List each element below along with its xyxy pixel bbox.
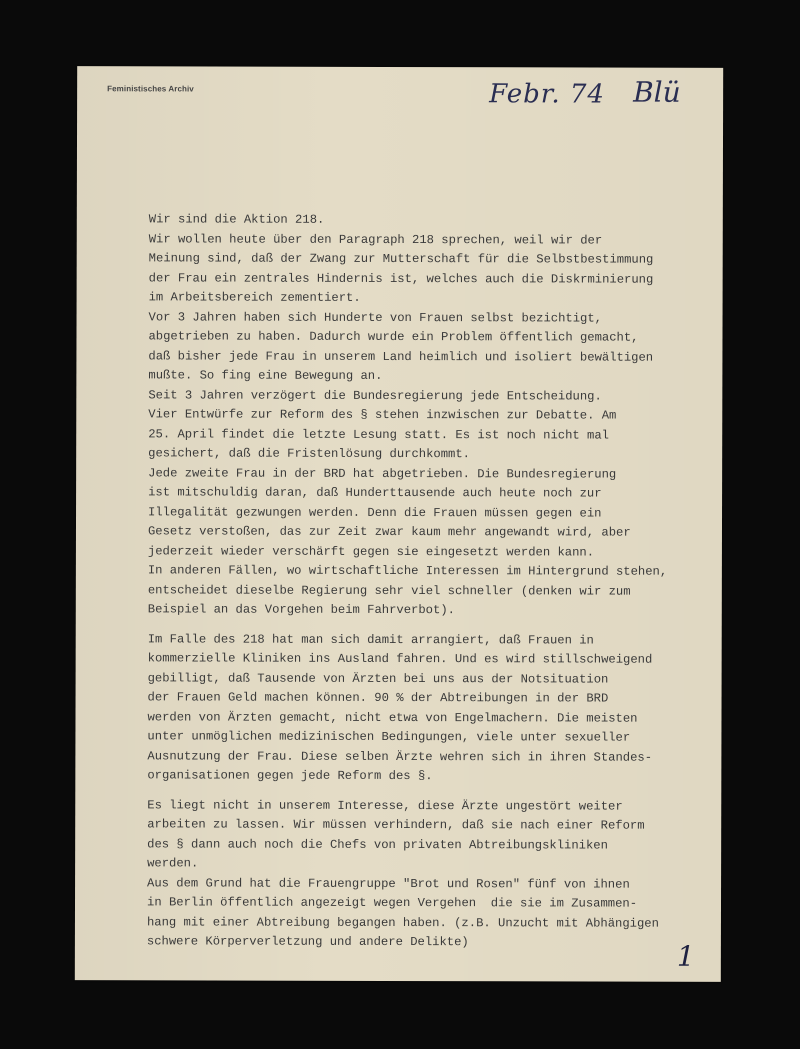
text-line: Seit 3 Jahren verzögert die Bundesregierung jede Entscheidung.	[148, 387, 602, 404]
text-line: der Frauen Geld machen können. 90 % der Abtreibungen in der BRD	[147, 690, 609, 706]
text-line: Beispiel an das Vorgehen beim Fahrverbot).	[147, 602, 455, 618]
text-line: werden.	[147, 856, 199, 871]
text-line: kommerzielle Kliniken ins Ausland fahren. Und es wird stillschweigend	[147, 651, 653, 667]
text-line: unter unmöglichen medizinischen Bedingungen, viele unter sexueller	[147, 729, 631, 745]
handwritten-date: Febr. 74	[489, 79, 606, 110]
text-line: Illegalität gezwungen werden. Denn die Frauen müssen gegen ein	[148, 504, 602, 521]
paragraph-3	[147, 796, 719, 953]
handwritten-page-number: 1	[676, 939, 695, 973]
text-line: entscheidet dieselbe Regierung sehr viel schneller (denken wir zum	[147, 582, 631, 599]
text-line: des § dann auch noch die Chefs von privaten Abtreibungskliniken	[147, 836, 608, 853]
text-line: Gesetz verstoßen, das zur Zeit zwar kaum mehr angewandt wird, aber	[147, 524, 631, 540]
text-line: Aus dem Grund hat die Frauengruppe "Brot und Rosen" fünf von ihnen	[147, 875, 630, 892]
paragraph-2	[147, 630, 719, 787]
text-line: im Arbeitsbereich zementiert.	[148, 290, 361, 305]
text-line: Wir sind die Aktion 218.	[148, 212, 325, 227]
text-line: abgetrieben zu haben. Dadurch wurde ein Problem öffentlich gemacht,	[148, 329, 639, 345]
text-line: daß bisher jede Frau in unserem Land heimlich und isoliert bewältigen	[148, 348, 654, 365]
text-line: In anderen Fällen, wo wirtschaftliche Interessen im Hintergrund stehen,	[147, 563, 668, 579]
text-line: der Frau ein zentrales Hindernis ist, welches auch die Diskrminierung	[148, 270, 654, 287]
text-line: gebilligt, daß Tausende von Ärzten bei uns aus der Notsituation	[147, 670, 609, 687]
archive-stamp: Feministisches Archiv	[107, 84, 194, 94]
document-page	[75, 66, 723, 982]
paragraph-1	[148, 210, 721, 621]
text-line: Ausnutzung der Frau. Diese selben Ärzte wehren sich in ihren Standes-	[147, 748, 653, 765]
text-line: jederzeit wieder verschärft gegen sie eingesetzt werden kann.	[147, 543, 595, 560]
text-line: werden von Ärzten gemacht, nicht etwa von Engelmachern. Die meisten	[147, 709, 638, 726]
text-line: Jede zweite Frau in der BRD hat abgetrieben. Die Bundesregierung	[148, 465, 617, 482]
typed-body-text	[147, 210, 721, 953]
text-line: 25. April findet die letzte Lesung statt. Es ist noch nicht mal	[148, 426, 610, 443]
text-line: gesichert, daß die Fristenlösung durchkommt.	[148, 446, 471, 462]
text-line: mußte. So fing eine Bewegung an.	[148, 368, 383, 383]
handwritten-initial: Blü	[633, 75, 681, 109]
text-line: Meinung sind, daß der Zwang zur Mutterschaft für die Selbstbestimmung	[148, 251, 654, 267]
text-line: Vier Entwürfe zur Reform des § stehen inzwischen zur Debatte. Am	[148, 407, 617, 423]
text-line: Es liegt nicht in unserem Interesse, diese Ärzte ungestört weiter	[147, 797, 623, 814]
text-line: Wir wollen heute über den Paragraph 218 sprechen, weil wir der	[148, 231, 603, 248]
text-line: in Berlin öffentlich angezeigt wegen Vergehen die sie im Zusammen-	[146, 895, 638, 911]
text-line: Im Falle des 218 hat man sich damit arrangiert, daß Frauen in	[147, 631, 594, 648]
text-line: Vor 3 Jahren haben sich Hunderte von Frauen selbst bezichtigt,	[148, 309, 603, 326]
text-line: hang mit einer Abtreibung begangen haben. (z.B. Unzucht mit Abhängigen	[146, 914, 659, 931]
text-line: ist mitschuldig daran, daß Hunderttausende auch heute noch zur	[148, 485, 602, 501]
text-line: arbeiten zu lassen. Wir müssen verhindern, daß sie nach einer Reform	[147, 817, 645, 833]
text-line: schwere Körperverletzung und andere Delikte)	[146, 934, 469, 950]
text-line: organisationen gegen jede Reform des §.	[147, 768, 433, 784]
